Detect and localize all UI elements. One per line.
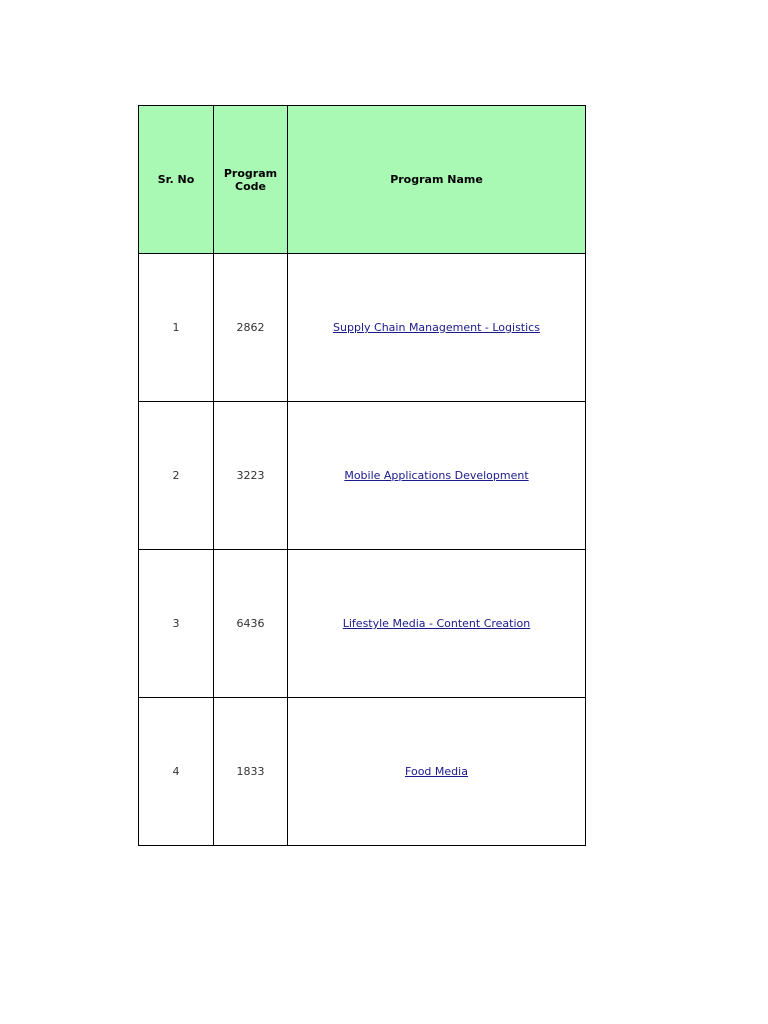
table-row [139,698,586,846]
programs-table [138,105,586,846]
cell-program-name [288,402,586,550]
cell-program-name [288,254,586,402]
cell-program-code: 1833 [214,698,288,846]
program-link-food-media[interactable]: Food Media [405,765,468,778]
table-row [139,254,586,402]
header-program-code [214,106,288,254]
header-program-code-line2: Code [235,179,266,193]
cell-program-code: 3223 [214,402,288,550]
cell-sr-no: 2 [139,402,214,550]
table-row [139,550,586,698]
program-link-lifestyle-media[interactable]: Lifestyle Media - Content Creation [342,617,531,630]
table-header-row [139,106,586,254]
header-program-code-line1: Program [223,166,278,180]
cell-sr-no: 4 [139,698,214,846]
header-sr-no: Sr. No [139,106,214,254]
cell-program-name [288,550,586,698]
program-link-supply-chain[interactable]: Supply Chain Management - Logistics [333,321,540,334]
cell-sr-no: 1 [139,254,214,402]
cell-program-code: 2862 [214,254,288,402]
cell-program-name [288,698,586,846]
cell-sr-no: 3 [139,550,214,698]
cell-program-code: 6436 [214,550,288,698]
header-program-name: Program Name [288,106,586,254]
program-link-mobile-apps[interactable]: Mobile Applications Development [344,469,529,482]
table-row [139,402,586,550]
